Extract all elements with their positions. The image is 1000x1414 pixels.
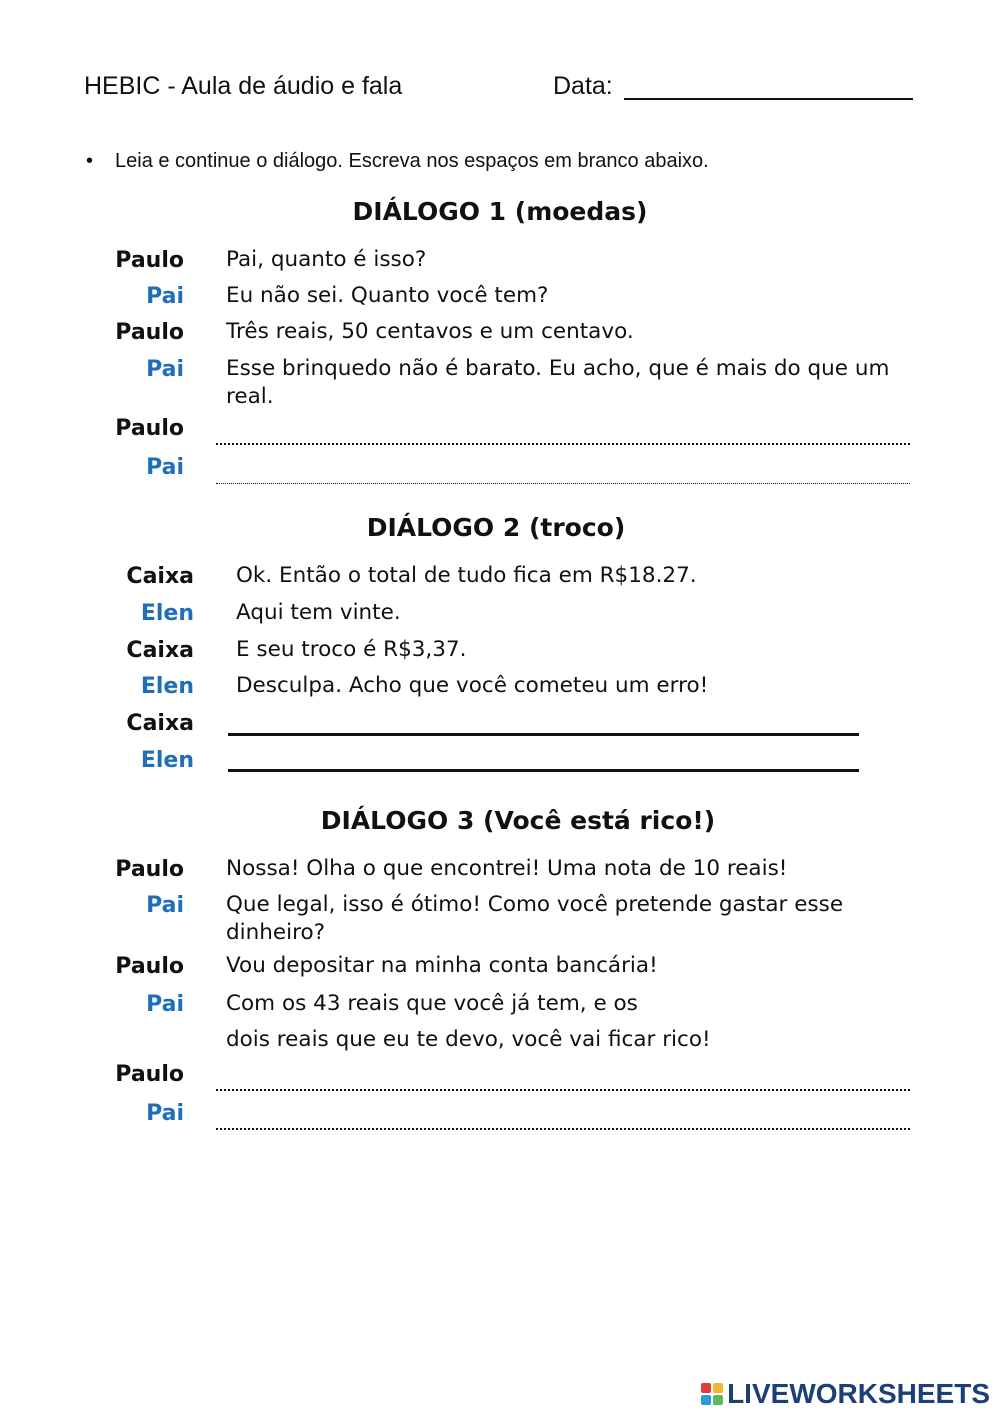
dialog2-line: Ok. Então o total de tudo fica em R$18.27.	[236, 563, 697, 588]
dialog2-line: E seu troco é R$3,37.	[236, 637, 467, 662]
date-label: Data:	[553, 72, 613, 100]
dialog3-speaker: Paulo	[115, 954, 184, 979]
dialog3-line: Com os 43 reais que você já tem, e os	[226, 991, 638, 1016]
dialog2-speaker: Caixa	[126, 638, 194, 663]
dialog2-line: Aqui tem vinte.	[236, 600, 401, 625]
dialog2-line: Desculpa. Acho que você cometeu um erro!	[236, 673, 709, 698]
dialog1-line: Pai, quanto é isso?	[226, 247, 427, 272]
dialog3-speaker: Paulo	[115, 1062, 184, 1087]
liveworksheets-logo-icon	[701, 1383, 723, 1405]
dialog3-line: Nossa! Olha o que encontrei! Uma nota de 10 reais!	[226, 856, 788, 881]
date-input-line[interactable]	[624, 98, 913, 100]
dialog2-speaker: Elen	[140, 748, 194, 773]
dialog3-title: DIÁLOGO 3 (Você está rico!)	[320, 806, 716, 835]
dialog1-line: Eu não sei. Quanto você tem?	[226, 283, 549, 308]
dialog3-speaker: Pai	[146, 893, 184, 918]
bullet-icon: •	[86, 150, 94, 172]
dialog1-title: DIÁLOGO 1 (moedas)	[352, 197, 648, 226]
dialog2-speaker: Caixa	[126, 711, 194, 736]
instruction-text: Leia e continue o diálogo. Escreva nos espaços em branco abaixo.	[115, 150, 709, 172]
dialog1-speaker: Paulo	[115, 320, 184, 345]
dialog1-line: Esse brinquedo não é barato. Eu acho, que é mais do que um real.	[226, 356, 890, 409]
dialog3-line: dois reais que eu te devo, você vai ficar rico!	[226, 1027, 711, 1052]
dialog3-speaker: Paulo	[115, 857, 184, 882]
logo-text: LIVEWORKSHEETS	[727, 1378, 990, 1409]
dialog1-line: Três reais, 50 centavos e um centavo.	[226, 319, 634, 344]
dialog1-speaker: Pai	[146, 455, 184, 480]
worksheet-title: HEBIC - Aula de áudio e fala	[84, 72, 403, 100]
dialog3-answer-blank[interactable]	[216, 1128, 910, 1130]
dialog3-line: Que legal, isso é ótimo! Como você pretende gastar esse dinheiro?	[226, 892, 844, 945]
dialog2-speaker: Caixa	[126, 564, 194, 589]
dialog2-speaker: Elen	[140, 601, 194, 626]
dialog2-answer-blank[interactable]	[228, 733, 859, 736]
dialog3-line: Vou depositar na minha conta bancária!	[226, 953, 658, 978]
dialog1-speaker: Paulo	[115, 248, 184, 273]
dialog3-answer-blank[interactable]	[216, 1089, 910, 1091]
dialog1-speaker: Paulo	[115, 416, 184, 441]
dialog3-speaker: Pai	[146, 1101, 184, 1126]
dialog1-speaker: Pai	[146, 284, 184, 309]
liveworksheets-logo	[701, 1378, 990, 1410]
dialog3-speaker: Pai	[146, 992, 184, 1017]
dialog2-answer-blank[interactable]	[228, 769, 859, 772]
dialog2-speaker: Elen	[140, 674, 194, 699]
dialog1-speaker: Pai	[146, 357, 184, 382]
dialog2-title: DIÁLOGO 2 (troco)	[366, 513, 626, 542]
dialog1-answer-blank[interactable]	[216, 443, 910, 445]
dialog1-answer-blank[interactable]	[216, 483, 910, 484]
